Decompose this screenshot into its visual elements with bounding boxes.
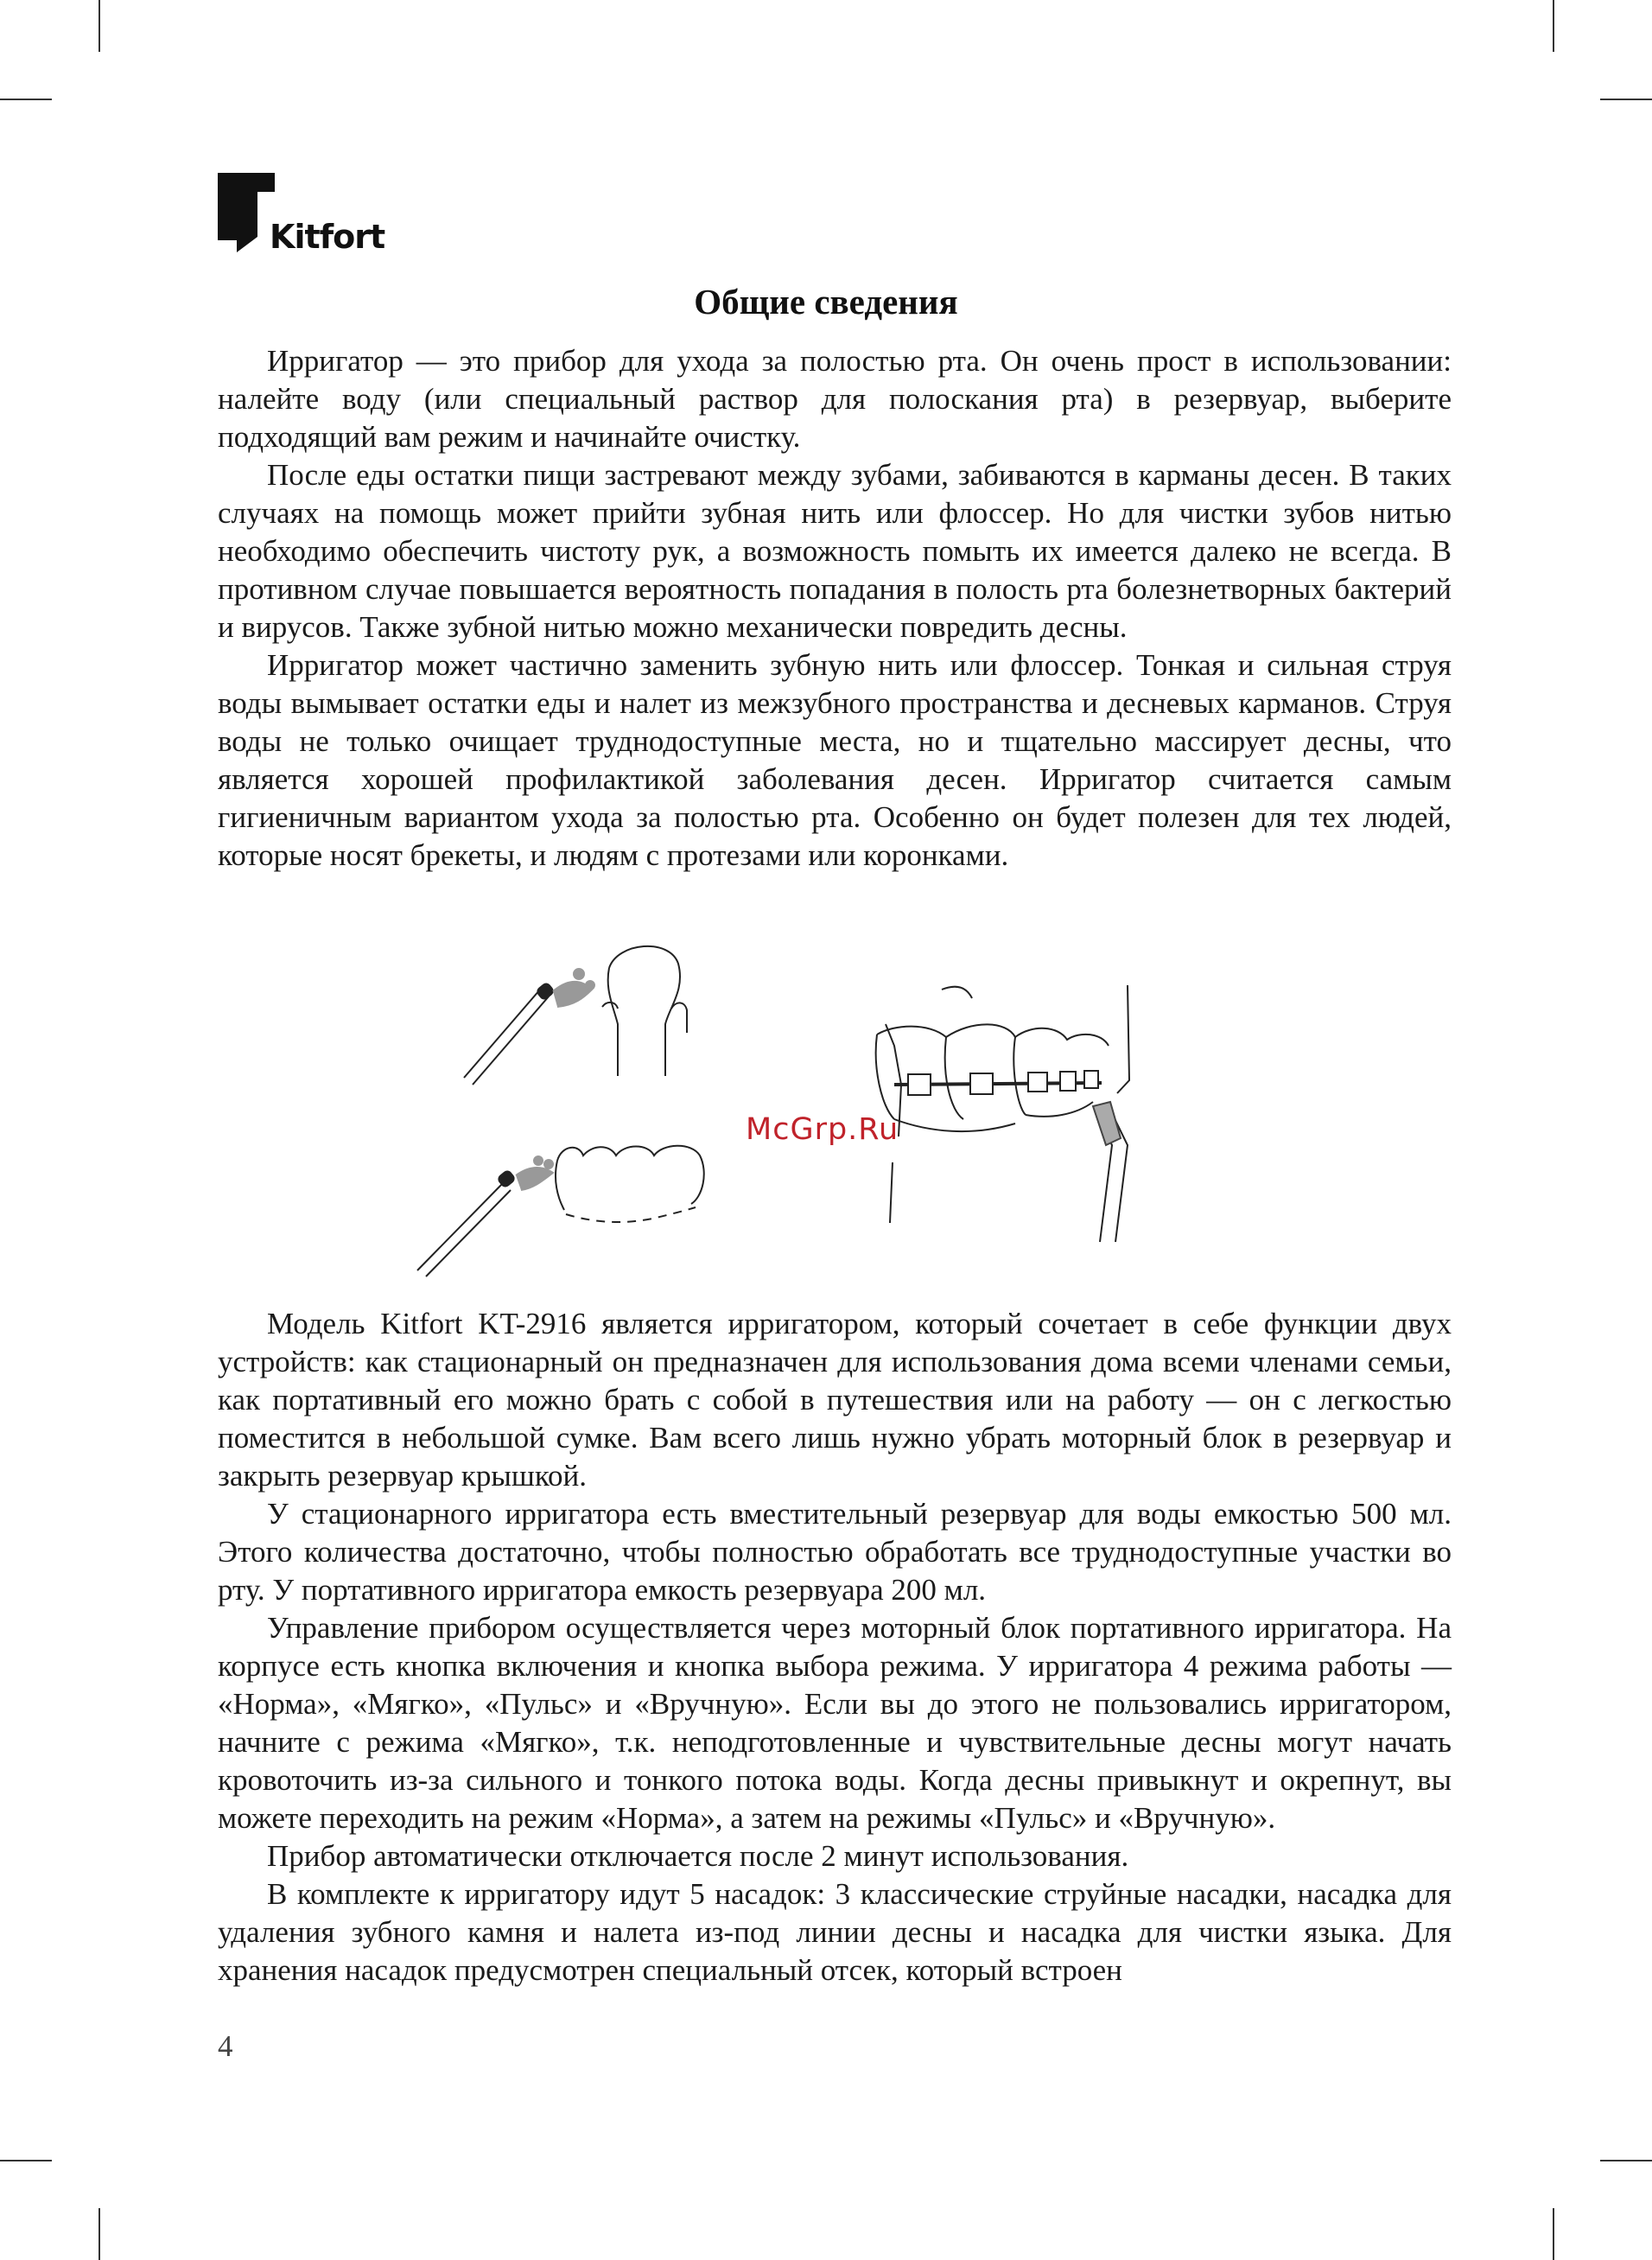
paragraph: Управление прибором осуществляется через моторный блок портативного ирригатора. На корпусе есть кнопка включения и кнопка выбора режима. У ирригатора 4 режима работы — «Норма», «Мягко», «Пульс» и «Вручную». Если вы до этого не пользовались ирригатором, начните с режима «Мягко», т.к. неподготовленные и чувствительные десны могут начать кровоточить из-за сильного и тонкого потока воды. Когда десны привыкнут и окрепнут, вы можете переходить на режим «Норма», а затем на режимы «Пульс» и «Вручную». xyxy=(218,1611,1452,1835)
front-tooth-illustration xyxy=(464,946,687,1085)
paragraph: Ирригатор может частично заменить зубную нить или флоссер. Тонкая и сильная струя воды вымывает остатки еды и налет из межзубного пространства и десневых карманов. Струя воды не только очищает труднодоступные места, но и тщательно массирует десны, что является хорошей профилактикой заболевания десен. Ирригатор считается самым гигиеничным вариантом ухода за полостью рта. Особенно он будет полезен для тех людей, которые носят брекеты, и людям с протезами или коронками. xyxy=(218,648,1452,872)
lower-teeth-illustration xyxy=(417,1146,704,1276)
page-title: Общие сведения xyxy=(694,282,958,322)
crop-mark xyxy=(1600,2160,1652,2161)
crop-mark xyxy=(98,0,100,52)
crop-mark xyxy=(0,2160,52,2161)
paragraph: После еды остатки пищи застревают между зубами, забиваются в карманы десен. В таких случаях на помощь может прийти зубная нить или флоссер. Но для чистки зубов нитью необходимо обеспечить чистоту рук, а возможность помыть их имеется далеко не всегда. В противном случае повышается вероятность попадания в полость рта болезнетворных бактерий и вирусов. Также зубной нитью можно механически повредить десны. xyxy=(218,458,1452,644)
paragraph: В комплекте к ирригатору идут 5 насадок: 3 классические струйные насадки, насадка для удаления зубного камня и налета из-под линии десны и насадка для чистки языка. Для хранения насадок предусмотрен специальный отсек, который встроен xyxy=(218,1877,1452,1987)
page-number: 4 xyxy=(218,2029,233,2063)
crop-mark xyxy=(1553,2208,1554,2260)
crop-mark xyxy=(1600,99,1652,100)
paragraph: У стационарного ирригатора есть вместительный резервуар для воды емкостью 500 мл. Этого количества достаточно, чтобы полностью обработать все труднодоступные участки во рту. У портативного ирригатора емкость резервуара 200 мл. xyxy=(218,1497,1452,1607)
body-text-bottom xyxy=(218,1305,1452,1989)
braces-illustration xyxy=(876,985,1129,1242)
brand-name: Kitfort xyxy=(270,218,385,256)
crop-mark xyxy=(1553,0,1554,52)
paragraph: Ирригатор — это прибор для ухода за полостью рта. Он очень прост в использовании: налейте воду (или специальный раствор для полоскания рта) в резервуар, выберите подходящий вам режим и начинайте очистку. xyxy=(218,344,1452,454)
crop-mark xyxy=(98,2208,100,2260)
paragraph: Прибор автоматически отключается после 2 минут использования. xyxy=(267,1839,1129,1873)
body-text-top xyxy=(218,342,1452,875)
brand-logo xyxy=(218,173,408,255)
paragraph: Модель Kitfort KT-2916 является ирригатором, который сочетает в себе функции двух устройств: как стационарный он предназначен для использования дома всеми членами семьи, как портативный его можно брать с собой в путешествия или на работу — он с легкостью поместится в небольшой сумке. Вам всего лишь нужно убрать моторный блок в резервуар и закрыть резервуар крышкой. xyxy=(218,1307,1452,1493)
irrigator-illustration xyxy=(410,938,1223,1283)
watermark: McGrp.Ru xyxy=(746,1112,899,1147)
crop-mark xyxy=(0,99,52,100)
